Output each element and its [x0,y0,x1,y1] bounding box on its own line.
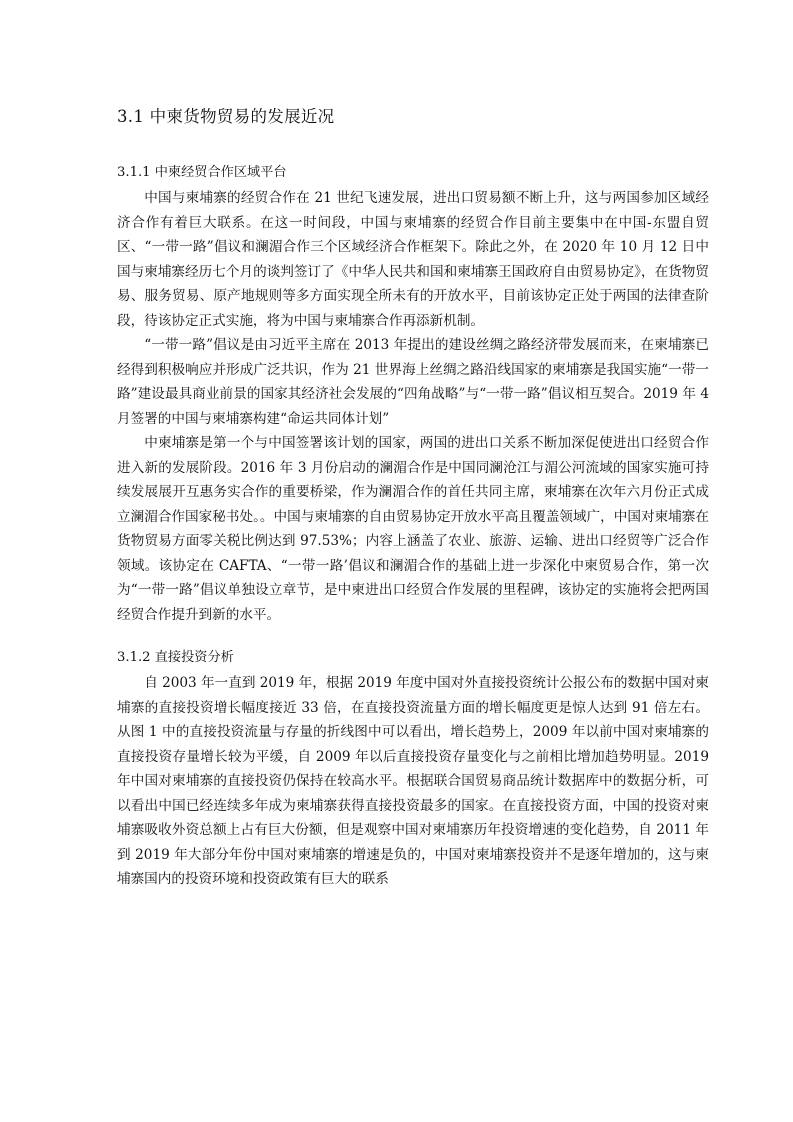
subsection-title-2: 3.1.2 直接投资分析 [117,650,234,665]
section-gap [117,627,709,647]
paragraph: 自 2003 年一直到 2019 年，根据 2019 年度中国对外直接投资统计公报公布的数据中国对柬埔寨的直接投资增长幅度接近 33 倍，在直接投资流量方面的增长幅度更是惊人达到 91 倍左右。从图 1 中的直接投资流量与存量的折线图中可以看出，增长趋势上，2009 年以前中国对柬埔寨的直接投资存量增长较为平缓，自 2009 年以后直接投资存量变化与之前相比增加趋势明显。2019 年中国对柬埔寨的直接投资仍保持在较高水平。根据联合国贸易商品统计数据库中的数据分析，可以看出中国已经连续多年成为柬埔寨获得直接投资最多的国家。在直接投资方面，中国的投资对柬埔寨吸收外资总额上占有巨大份额，但是观察中国对柬埔寨历年投资增速的变化趋势，自 2011 年到 2019 年大部分年份中国对柬埔寨的增速是负的，中国对柬埔寨投资并不是逐年增加的，这与柬埔寨国内的投资环境和投资政策有巨大的联系 [117,675,709,887]
subsection-title-1: 3.1.1 中柬经贸合作区域平台 [117,165,287,180]
paragraph: “一带一路”倡议是由习近平主席在 2013 年提出的建设丝绸之路经济带发展而来，在柬埔寨已经得到积极响应并形成广泛共识，作为 21 世界海上丝绸之路沿线国家的柬埔寨是我国实施“一带一路”建设最具商业前景的国家其经济社会发展的“四角战略”与“一带一路”倡议相互契合。2019 年 4 月签署的中国与柬埔寨构建“命运共同体计划” [117,337,709,427]
section-title: 3.1 中柬货物贸易的发展近况 [117,107,335,126]
paragraph: 中国与柬埔寨的经贸合作在 21 世纪飞速发展，进出口贸易额不断上升，这与两国参加区域经济合作有着巨大联系。在这一时间段，中国与柬埔寨的经贸合作目前主要集中在中国-东盟自贸区、“一带一路”倡议和澜湄合作三个区域经济合作框架下。除此之外，在 2020 年 10 月 12 日中国与柬埔寨经历七个月的谈判签订了《中华人民共和国和柬埔寨王国政府自由贸易协定》，在货物贸易、服务贸易、原产地规则等多方面实现全所未有的开放水平，目前该协定正处于两国的法律查阶段，待该协定正式实施，将为中国与柬埔寨合作再添新机制。 [117,190,709,329]
paragraph: 中柬埔寨是第一个与中国签署该计划的国家，两国的进出口关系不断加深促使进出口经贸合作进入新的发展阶段。2016 年 3 月份启动的澜湄合作是中国同澜沧江与湄公河流域的国家实施可持续发展展开互惠务实合作的重要桥梁，作为澜湄合作的首任共同主席，柬埔寨在次年六月份正式成立澜湄合作国家秘书处。。中国与柬埔寨的自由贸易协定开放水平高且覆盖领域广，中国对柬埔寨在货物贸易方面零关税比例达到 97.53%；内容上涵盖了农业、旅游、运输、进出口经贸等广泛合作领域。该协定在 CAFTA、“一带一路’倡议和澜湄合作的基础上进一步深化中柬贸易合作，第一次为“一带一路”倡议单独设立章节，是中柬进出口经贸合作发展的里程碑，该协定的实施将会把两国经贸合作提升到新的水平。 [117,435,709,623]
